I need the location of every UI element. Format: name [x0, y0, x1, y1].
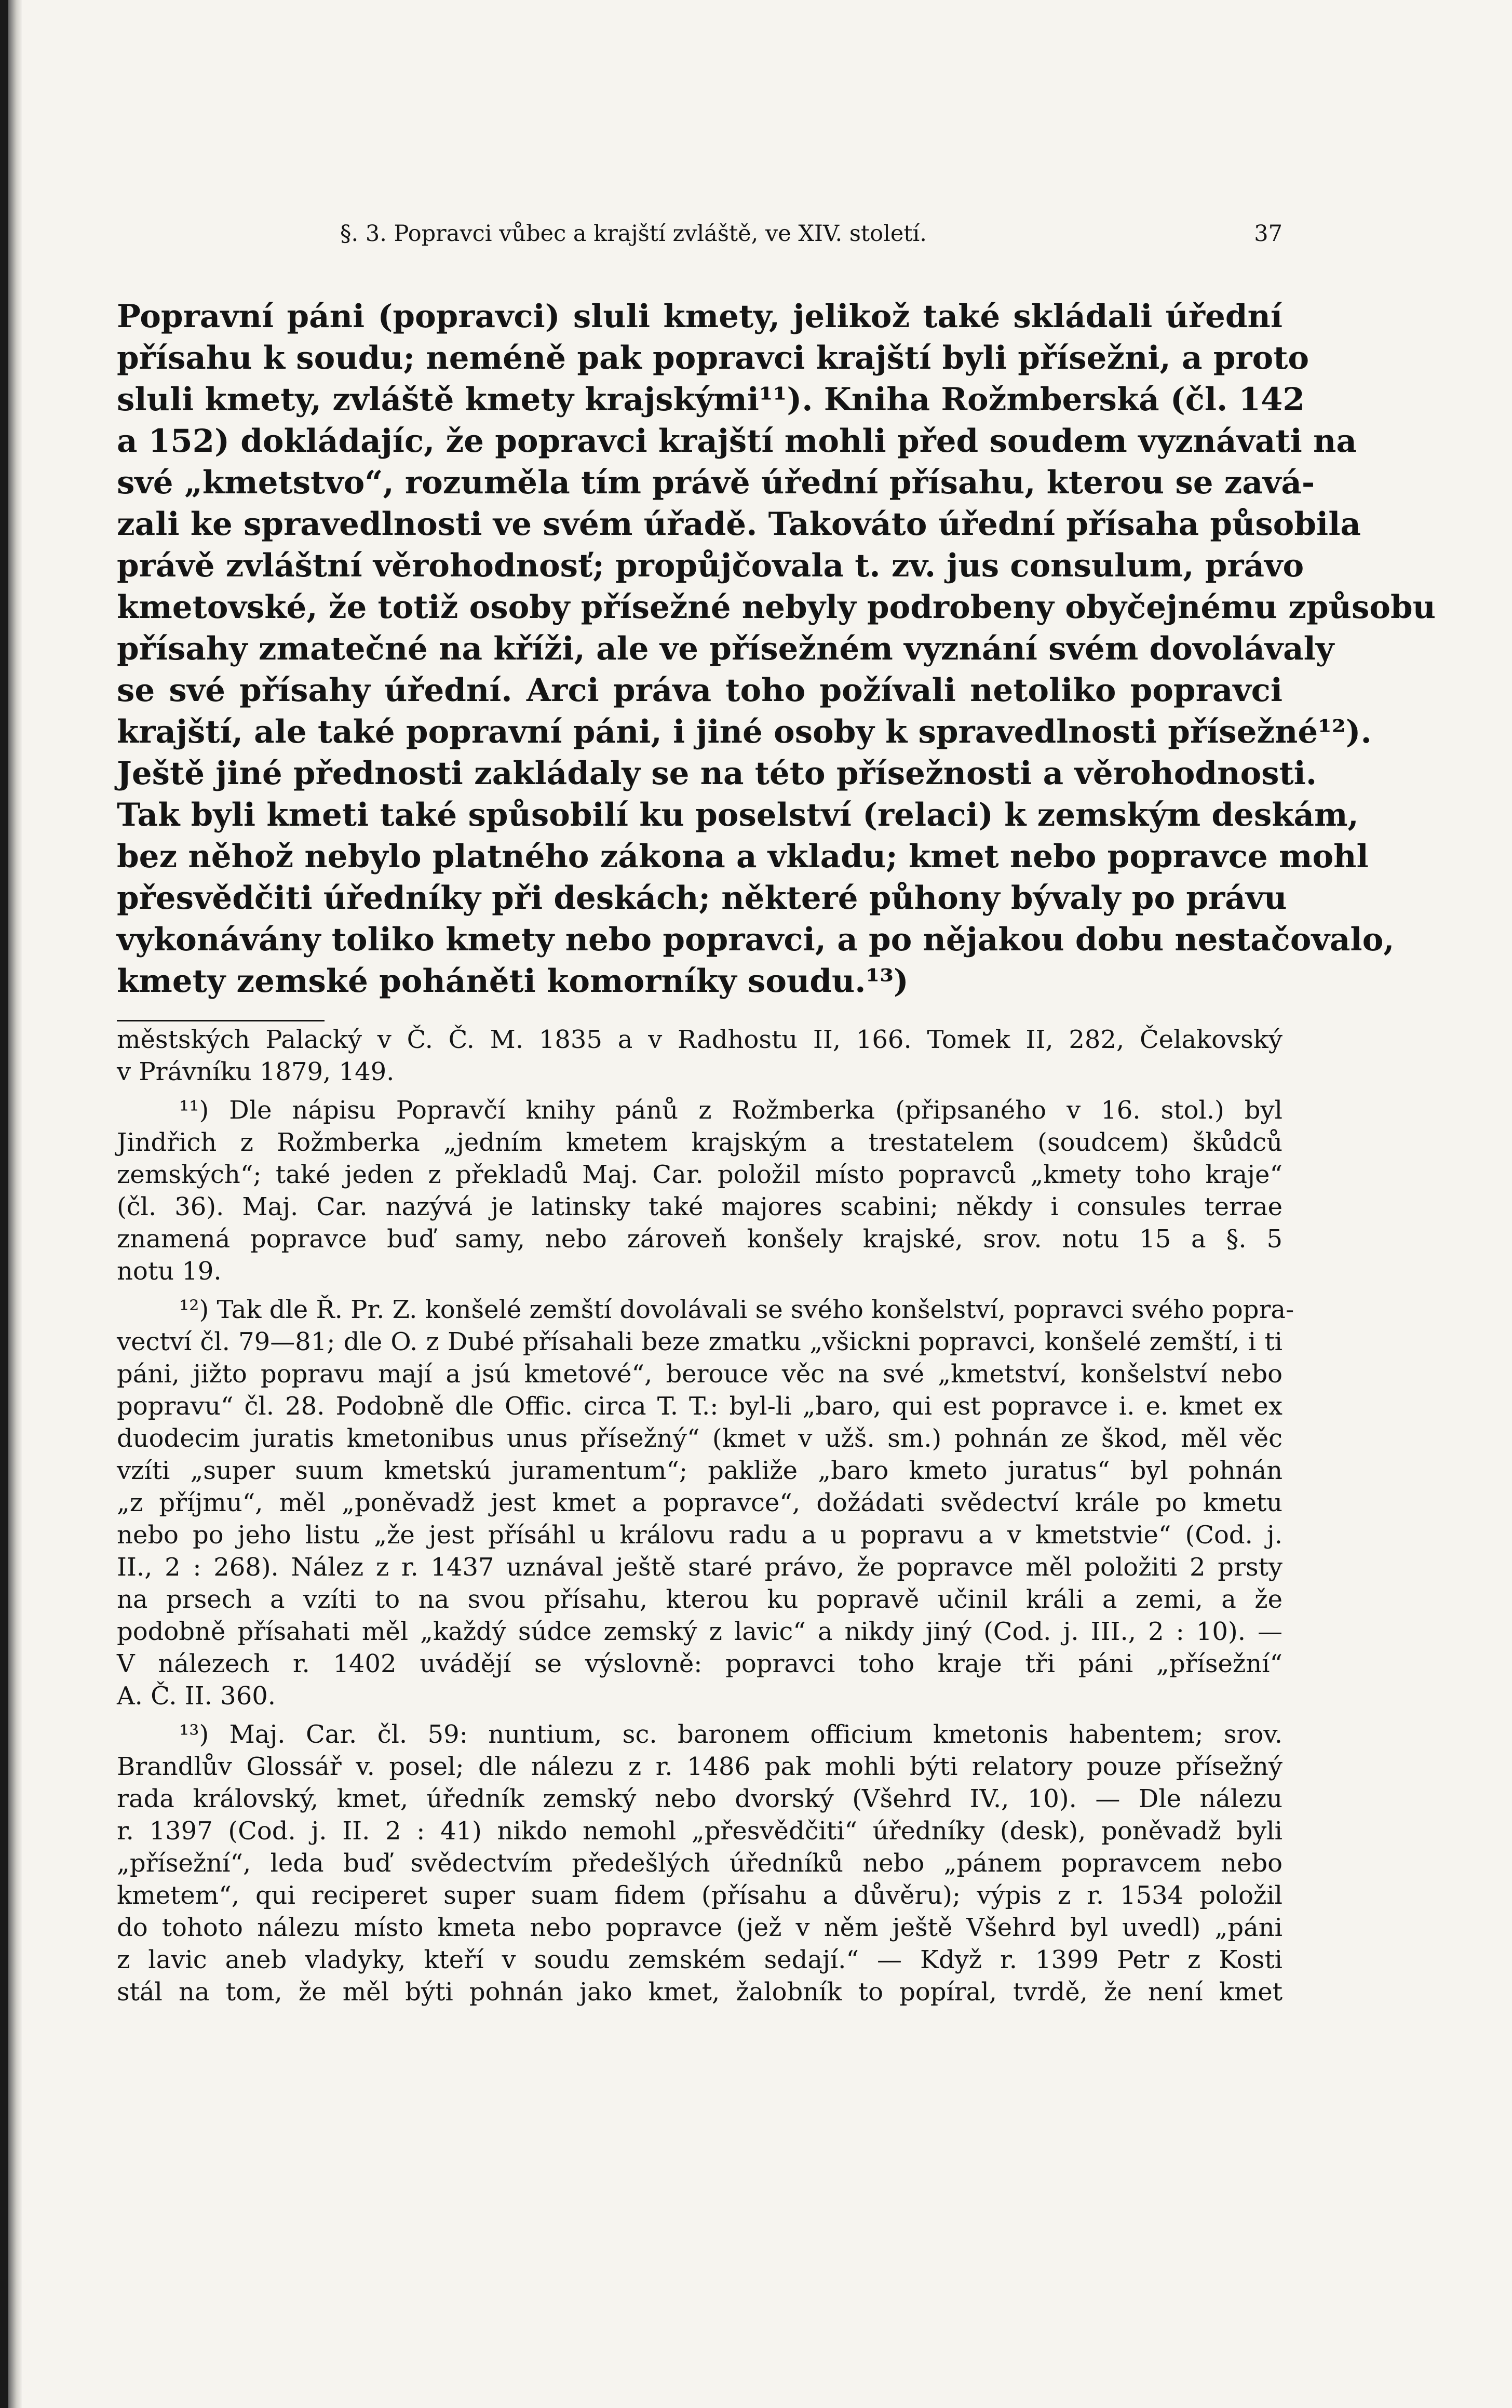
text-line: Popravní páni (popravci) sluli kmety, jelikož také skládali úřední	[117, 298, 1282, 335]
footnote-line: vectví čl. 79—81; dle O. z Dubé přísahali beze zmatku „všickni popravci, konšelé zemští, i ti	[117, 1327, 1282, 1356]
footnote-line: znamená popravce buď samy, nebo zároveň konšely krajské, srov. notu 15 a §. 5	[117, 1225, 1282, 1254]
text-line: se své přísahy úřední. Arci práva toho požívali netoliko popravci	[117, 672, 1282, 709]
footnote-13	[117, 1718, 1282, 2008]
footnote-line: Jindřich z Rožmberka „jedním kmetem krajským a trestatelem (soudcem) škůdců	[117, 1128, 1282, 1157]
footnote-11	[117, 1094, 1282, 1287]
footnote-line: Brandlův Glossář v. posel; dle nálezu z r. 1486 pak mohli býti relatory pouze přísežný	[117, 1752, 1282, 1781]
footnote-continuation	[117, 1024, 1282, 1088]
text-line: sluli kmety, zvláště kmety krajskými¹¹). Kniha Rožmberská (čl. 142	[117, 381, 1305, 418]
footnote-line: notu 19.	[117, 1257, 222, 1286]
footnote-line: V nálezech r. 1402 uvádějí se výslovně: popravci toho kraje tři páni „přísežní“	[117, 1649, 1282, 1678]
book-gutter	[8, 0, 22, 2408]
footnote-rule	[117, 1020, 325, 1021]
footnote-line: na prsech a vzíti to na svou přísahu, kterou ku popravě učinil králi a zemi, a že	[117, 1585, 1282, 1614]
footnote-line: ¹³) Maj. Car. čl. 59: nuntium, sc. baronem officium kmetonis habentem; srov.	[179, 1720, 1282, 1749]
footnote-line: městských Palacký v Č. Č. M. 1835 a v Radhostu II, 166. Tomek II, 282, Čelakovský	[117, 1025, 1282, 1054]
page-number: 37	[1254, 221, 1282, 247]
footnote-line: popravu“ čl. 28. Podobně dle Offic. circa T. T.: byl-li „baro, qui est popravce i. e. kmet ex	[117, 1392, 1282, 1421]
text-line: přísahu k soudu; neméně pak popravci krajští byli přísežni, a proto	[117, 340, 1310, 376]
footnote-line: „z příjmu“, měl „poněvadž jest kmet a popravce“, dožádati svědectví krále po kmetu	[117, 1488, 1282, 1517]
footnote-line: nebo po jeho listu „že jest přísáhl u královu radu a u popravu a v kmetstvie“ (Cod. j.	[117, 1521, 1282, 1550]
footnote-line: (čl. 36). Maj. Car. nazývá je latinsky také majores scabini; někdy i consules terrae	[117, 1192, 1282, 1221]
text-line: přísahy zmatečné na kříži, ale ve přísežném vyznání svém dovolávaly	[117, 630, 1334, 667]
footnote-line: páni, jižto popravu mají a jsú kmetové“, berouce věc na své „kmetství, konšelství nebo	[117, 1360, 1282, 1389]
footnote-line: II., 2 : 268). Nález z r. 1437 uznával ještě staré právo, že popravce měl položiti 2 prsty	[117, 1553, 1282, 1582]
footnote-line: ¹²) Tak dle Ř. Pr. Z. konšelé zemští dovolávali se svého konšelství, popravci svého popra-	[179, 1295, 1294, 1324]
footnote-line: stál na tom, že měl býti pohnán jako kmet, žalobník to popíral, tvrdě, že není kmet	[117, 1977, 1282, 2007]
text-line: přesvědčiti úředníky při deskách; některé půhony bývaly po právu	[117, 880, 1287, 917]
book-spine-shadow	[0, 0, 8, 2408]
footnote-line: vzíti „super suum kmetskú juramentum“; pakliže „baro kmeto juratus“ byl pohnán	[117, 1456, 1282, 1485]
footnote-line: „přísežní“, leda buď svědectvím předešlých úředníků nebo „pánem popravcem nebo	[117, 1849, 1282, 1878]
footnote-line: do tohoto nálezu místo kmeta nebo popravce (jež v něm ještě Všehrd byl uvedl) „páni	[117, 1913, 1282, 1942]
footnote-line: duodecim juratis kmetonibus unus přísežný“ (kmet v užš. sm.) pohnán ze škod, měl věc	[117, 1424, 1282, 1453]
running-title: §. 3. Popravci vůbec a krajští zvláště, ve XIV. století.	[340, 221, 927, 247]
footnote-line: r. 1397 (Cod. j. II. 2 : 41) nikdo nemohl „přesvědčiti“ úředníky (desk), poněvadž byli	[117, 1817, 1282, 1846]
footnotes	[117, 1020, 1294, 2008]
footnote-12	[117, 1294, 1294, 1712]
text-line: zali ke spravedlnosti ve svém úřadě. Takováto úřední přísaha působila	[117, 506, 1361, 543]
footnote-line: z lavic aneb vladyky, kteří v soudu zemském sedají.“ — Když r. 1399 Petr z Kosti	[117, 1945, 1282, 1974]
footnote-line: ¹¹) Dle nápisu Popravčí knihy pánů z Rožmberka (připsaného v 16. stol.) byl	[179, 1096, 1282, 1125]
text-line: kmety zemské poháněti komorníky soudu.¹³)	[117, 963, 909, 1000]
text-line: Tak byli kmeti také spůsobilí ku poselství (relaci) k zemským deskám,	[117, 797, 1359, 833]
text-line: krajští, ale také popravní páni, i jiné osoby k spravedlnosti přísežné¹²).	[117, 714, 1372, 750]
text-line: kmetovské, že totiž osoby přísežné nebyly podrobeny obyčejnému způsobu	[117, 589, 1436, 626]
footnote-line: v Právníku 1879, 149.	[117, 1057, 395, 1086]
text-line: své „kmetstvo“, rozuměla tím právě úřední přísahu, kterou se zavá-	[117, 464, 1315, 501]
footnote-line: podobně přísahati měl „každý súdce zemský z lavic“ a nikdy jiný (Cod. j. III., 2 : 10). —	[117, 1617, 1282, 1646]
text-line: Ještě jiné přednosti zakládaly se na této přísežnosti a věrohodnosti.	[117, 755, 1317, 792]
footnote-line: A. Č. II. 360.	[117, 1681, 276, 1711]
running-header	[117, 218, 1282, 261]
main-text	[117, 296, 1436, 1002]
footnote-line: kmetem“, qui reciperet super suam fidem (přísahu a důvěru); výpis z r. 1534 položil	[117, 1881, 1282, 1910]
page	[117, 218, 1436, 2008]
text-line: a 152) dokládajíc, že popravci krajští mohli před soudem vyznávati na	[117, 423, 1357, 460]
text-line: bez něhož nebylo platného zákona a vkladu; kmet nebo popravce mohl	[117, 838, 1369, 875]
footnote-line: zemských“; také jeden z překladů Maj. Car. položil místo popravců „kmety toho kraje“	[117, 1160, 1282, 1189]
text-line: právě zvláštní věrohodnosť; propůjčovala t. zv. jus consulum, právo	[117, 547, 1304, 584]
text-line: vykonávány toliko kmety nebo popravci, a po nějakou dobu nestačovalo,	[117, 921, 1395, 958]
footnote-line: rada královský, kmet, úředník zemský nebo dvorský (Všehrd IV., 10). — Dle nálezu	[117, 1784, 1282, 1813]
